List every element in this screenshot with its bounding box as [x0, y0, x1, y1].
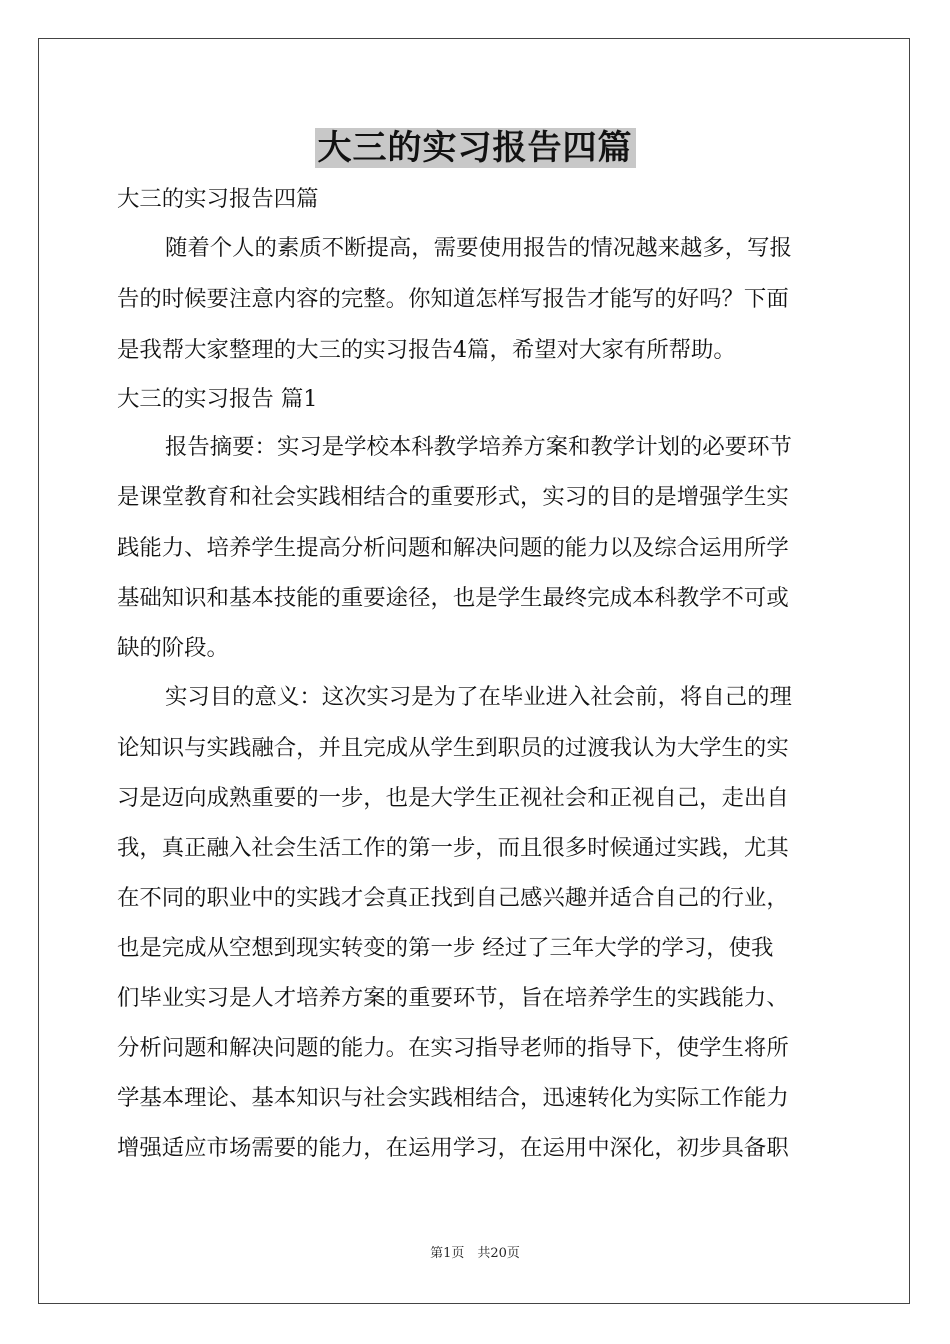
purpose-line: 论知识与实践融合，并且完成从学生到职员的过渡我认为大学生的实 [117, 735, 789, 761]
abstract-line: 缺的阶段。 [117, 635, 229, 661]
page-border [38, 38, 910, 1304]
purpose-line: 也是完成从空想到现实转变的第一步 经过了三年大学的学习，使我 [117, 935, 774, 961]
purpose-line: 学基本理论、基本知识与社会实践相结合，迅速转化为实际工作能力 [117, 1085, 789, 1111]
intro-line: 告的时候要注意内容的完整。你知道怎样写报告才能写的好吗？下面 [117, 286, 789, 312]
page-number: 第1页 共20页 [430, 1246, 520, 1261]
purpose-line: 我，真正融入社会生活工作的第一步，而且很多时候通过实践，尤其 [117, 835, 789, 861]
document-title: 大三的实习报告四篇 [0, 124, 950, 172]
purpose-line: 分析问题和解决问题的能力。在实习指导老师的指导下，使学生将所 [117, 1035, 789, 1061]
intro-line: 是我帮大家整理的大三的实习报告4篇，希望对大家有所帮助。 [117, 337, 736, 363]
purpose-line: 实习目的意义：这次实习是为了在毕业进入社会前，将自己的理 [165, 684, 792, 710]
purpose-line: 习是迈向成熟重要的一步，也是大学生正视社会和正视自己，走出自 [117, 785, 789, 811]
abstract-line: 报告摘要：实习是学校本科教学培养方案和教学计划的必要环节 [165, 434, 792, 460]
document-subtitle: 大三的实习报告四篇 [117, 186, 319, 212]
abstract-line: 是课堂教育和社会实践相结合的重要形式，实习的目的是增强学生实 [117, 484, 789, 510]
intro-line: 随着个人的素质不断提高，需要使用报告的情况越来越多，写报 [165, 235, 792, 261]
purpose-line: 们毕业实习是人才培养方案的重要环节，旨在培养学生的实践能力、 [117, 985, 789, 1011]
purpose-line: 在不同的职业中的实践才会真正找到自己感兴趣并适合自己的行业， [117, 885, 789, 911]
abstract-line: 基础知识和基本技能的重要途径，也是学生最终完成本科教学不可或 [117, 585, 789, 611]
abstract-line: 践能力、培养学生提高分析问题和解决问题的能力以及综合运用所学 [117, 535, 789, 561]
section-heading: 大三的实习报告 篇1 [117, 386, 318, 412]
purpose-line: 增强适应市场需要的能力，在运用学习，在运用中深化，初步具备职 [117, 1135, 789, 1161]
